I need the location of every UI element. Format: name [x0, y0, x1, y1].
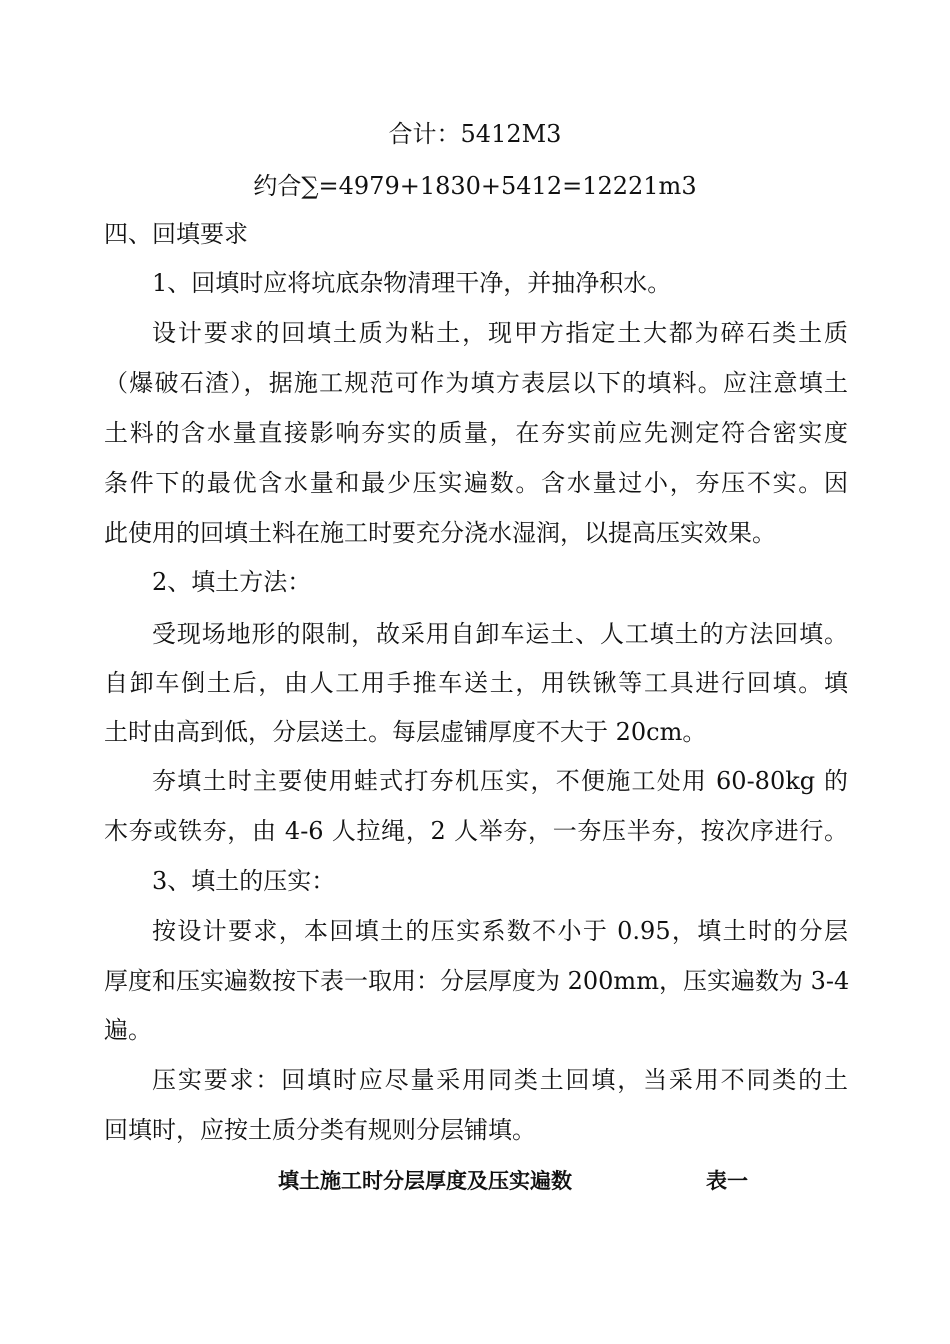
item3-para-line: 遍。 [104, 1016, 152, 1044]
item1-para-line: 土料的含水量直接影响夯实的质量，在夯实前应先测定符合密实度 [104, 419, 848, 447]
item2-para-line: 土时由高到低，分层送土。每层虚铺厚度不大于 20cm。 [104, 718, 707, 746]
item1-para-line: 设计要求的回填土质为粘土，现甲方指定土大都为碎石类土质 [152, 319, 848, 347]
item3-title: 3、填土的压实： [152, 867, 336, 895]
table-caption-title: 填土施工时分层厚度及压实遍数 [278, 1169, 572, 1193]
item2-para-line: 受现场地形的限制，故采用自卸车运土、人工填土的方法回填。 [152, 620, 848, 648]
item1-para-line: 条件下的最优含水量和最少压实遍数。含水量过小，夯压不实。因 [104, 469, 848, 497]
item3-para-line: 压实要求：回填时应尽量采用同类土回填，当采用不同类的土 [152, 1066, 848, 1094]
total-line: 合计：5412M3 [388, 120, 562, 148]
item2-para-line: 夯填土时主要使用蛙式打夯机压实，不便施工处用 60-80kg 的 [152, 767, 848, 795]
item1-title: 1、回填时应将坑底杂物清理干净，并抽净积水。 [152, 269, 672, 297]
item3-para-line: 按设计要求，本回填土的压实系数不小于 0.95，填土时的分层 [152, 917, 848, 945]
item1-para-line: 此使用的回填土料在施工时要充分浇水湿润，以提高压实效果。 [104, 519, 776, 547]
item2-title: 2、填土方法： [152, 568, 312, 596]
item2-para-line: 自卸车倒土后，由人工用手推车送土，用铁锹等工具进行回填。填 [104, 669, 848, 697]
sum-line: 约合∑=4979+1830+5412=12221m3 [253, 172, 697, 200]
item3-para-line: 厚度和压实遍数按下表一取用：分层厚度为 200mm，压实遍数为 3-4 [104, 967, 850, 995]
section-heading: 四、回填要求 [104, 220, 248, 248]
item1-para-line: （爆破石渣），据施工规范可作为填方表层以下的填料。应注意填土 [104, 369, 848, 397]
table-caption-number: 表一 [706, 1169, 748, 1193]
item2-para-line: 木夯或铁夯，由 4-6 人拉绳，2 人举夯，一夯压半夯，按次序进行。 [104, 817, 848, 845]
item3-para-line: 回填时，应按土质分类有规则分层铺填。 [104, 1116, 536, 1144]
